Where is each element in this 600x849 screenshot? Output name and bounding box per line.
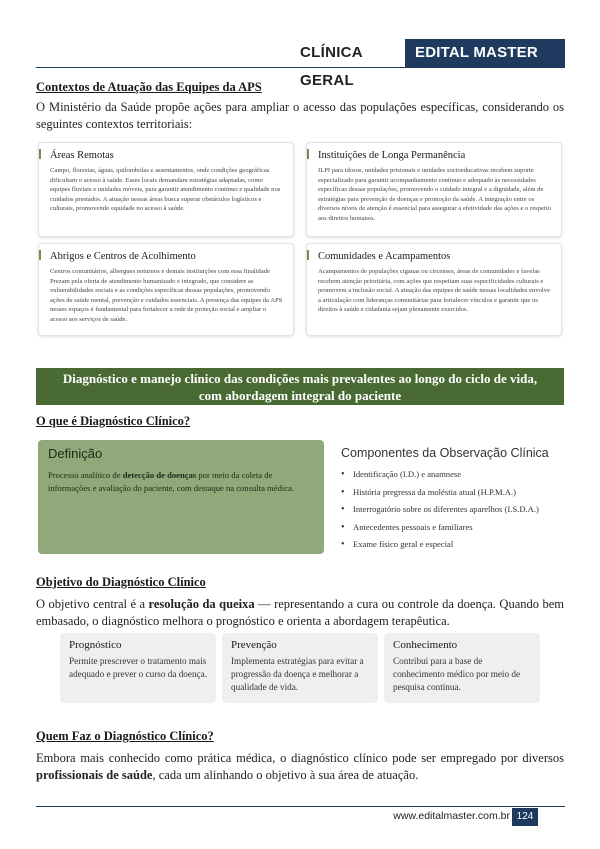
- contexts-intro: O Ministério da Saúde propõe ações para ampliar o acesso das populações específicas, considerando os seguintes contextos territoriais:: [36, 100, 564, 131]
- section-banner: [36, 368, 564, 405]
- objective-paragraph: [36, 596, 564, 630]
- context-card-shelters: [38, 243, 294, 336]
- header-brand: EDITAL MASTER: [405, 39, 565, 67]
- objective-card-title: Prevenção: [231, 639, 277, 651]
- banner-line-1: Diagnóstico e manejo clínico das condições mais prevalentes ao longo do ciclo de vida,: [62, 371, 538, 386]
- footer-divider: [36, 806, 565, 807]
- context-card-text: Acampamentos de populações ciganas ou circenses, áreas de comunidades e favelas recebem atenção prioritária, com ações que respeitam suas especificidades culturais e promovem a inclusão social. A atuação das equipes de saúde nessas localidades envolve a articulação com lideranças comunitárias para fortalecer vínculos e garantir que os direitos à saúde e cidadania sejam plenamente exercidos.: [318, 268, 550, 314]
- context-card-text: ILPI para idosos, unidades prisionais e unidades socioeducativas recebem suporte especializado para garantir acompanhamento contínuo e adequado às necessidades específicas dessas populações, promovendo o cuidado integral e a dignidade, além de estratégias para prevenção de doenças e promoção da saúde. A integração entre os diversos níveis de atenção é essencial para assegurar a efetividade das ações e o respeito aos direitos humanos.: [318, 167, 551, 222]
- objective-text-part: O objetivo central é a: [36, 597, 149, 611]
- context-card-text: Centros comunitários, albergues noturnos e demais instituições com essa finalidade Prezam pela oferta de atendimento humanizado e integrado, que considere as vulnerabilidades sociais e as condições específicas dessas populações, promovendo ações de saúde mental, prevenção e cuidados essenciais. A presença das equipes da APS nesses espaços é fundamental para fortalecer a rede de proteção social e ampliar o acesso aos serviços de saúde.: [50, 268, 283, 323]
- context-card-communities: [306, 243, 562, 336]
- objective-text-bold: resolução da queixa: [148, 597, 255, 611]
- definition-box: [38, 440, 324, 554]
- context-card-text: Campo, florestas, águas, quilombolas e assentamentos, onde condições geográficas dificultam o acesso à saúde. Esses locais demandam estratégias adaptadas, como equipes fluviais e unidades móveis, para garantir atendimento contínuo e qualidade nos cuidados prestados. A atuação nessas áreas busca superar obstáculos logísticos e culturais, promovendo equidade no acesso à saúde.: [50, 167, 281, 213]
- who-text-part: , cada um alinhando o objetivo à sua área de atuação.: [152, 768, 419, 782]
- who-text-part: Embora mais conhecido como prática médica, o diagnóstico clínico pode ser empregado por diversos: [36, 751, 564, 765]
- definition-text: [48, 469, 314, 494]
- context-card-title: Comunidades e Acampamentos: [318, 251, 451, 262]
- definition-text-bold: detecção de doenças: [122, 470, 197, 480]
- objective-text-part: — representando a cura ou controle da doença. Quando bem embasado, o diagnóstico melhora o prognóstico e orienta a abordagem terapêutica.: [36, 597, 564, 628]
- objective-card-text: Implementa estratégias para evitar a progressão da doença e melhorar a qualidade de vida.: [231, 656, 364, 692]
- components-title: Componentes da Observação Clínica: [341, 446, 549, 460]
- section-title-who: Quem Faz o Diagnóstico Clínico?: [36, 729, 214, 743]
- section-title-objective: Objetivo do Diagnóstico Clínico: [36, 575, 206, 589]
- list-item: • Antecedentes pessoais e familiares: [341, 519, 571, 537]
- context-card-remote: [38, 142, 294, 237]
- components-list: [341, 466, 571, 554]
- section-title-what-is: O que é Diagnóstico Clínico?: [36, 414, 191, 428]
- who-paragraph: [36, 750, 564, 784]
- objective-card-text: Permite prescrever o tratamento mais adequado e prever o curso da doença.: [69, 656, 208, 679]
- list-item: • Identificação (I.D.) e anamnese: [341, 466, 571, 484]
- definition-text-part: Processo analítico de: [48, 470, 123, 480]
- list-item: • Interrogatório sobre os diferentes aparelhos (I.S.D.A.): [341, 501, 571, 519]
- page-number: 124: [512, 808, 538, 826]
- context-card-title: Abrigos e Centros de Acolhimento: [50, 251, 196, 262]
- objective-card-title: Prognóstico: [69, 639, 122, 651]
- context-card-title: Áreas Remotas: [50, 150, 114, 161]
- who-text-bold: profissionais de saúde: [36, 768, 153, 782]
- banner-line-2: com abordagem integral do paciente: [198, 388, 402, 403]
- context-card-title: Instituições de Longa Permanência: [318, 150, 466, 161]
- objective-card-knowledge: [384, 633, 540, 703]
- objective-card-prognosis: [60, 633, 216, 703]
- list-item: • Exame físico geral e especial: [341, 536, 571, 554]
- context-card-institutions: [306, 142, 562, 237]
- objective-card-prevention: [222, 633, 378, 703]
- definition-text-part: por meio da coleta de informações e avaliação do paciente, com destaque na consulta médica.: [48, 470, 295, 493]
- header-subject: CLÍNICA GERAL: [300, 44, 363, 89]
- header-divider: [36, 67, 565, 68]
- objective-card-text: Contribui para a base de conhecimento médico por meio de pesquisa contínua.: [393, 656, 521, 692]
- definition-title: Definição: [48, 446, 103, 461]
- objective-card-title: Conhecimento: [393, 639, 458, 651]
- section-title-contexts: Contextos de Atuação das Equipes da APS: [36, 80, 262, 94]
- footer-url: www.editalmaster.com.br: [393, 810, 510, 822]
- list-item: • História pregressa da moléstia atual (H.P.M.A.): [341, 484, 571, 502]
